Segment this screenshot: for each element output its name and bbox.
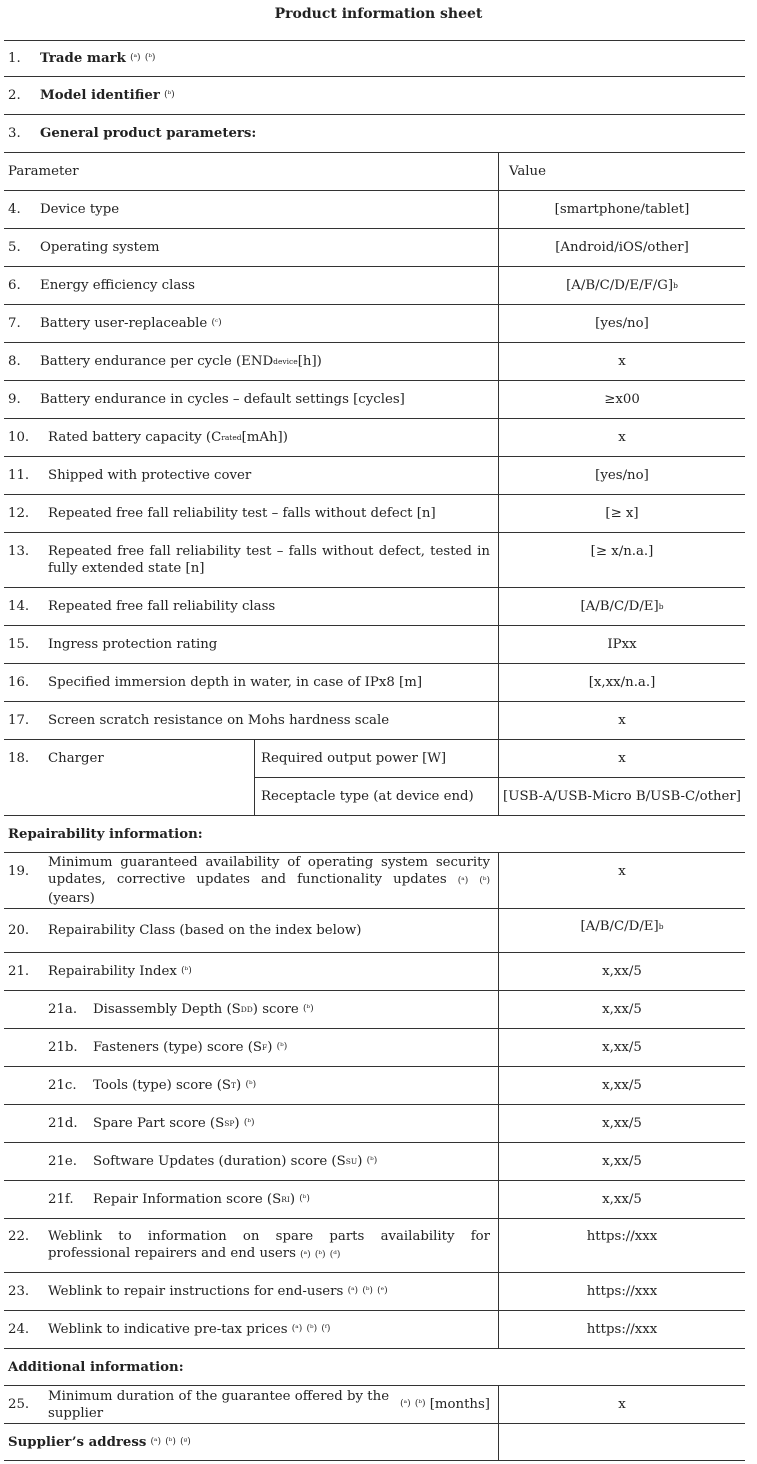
footnote-a: (ᵃ) <box>347 1286 359 1296</box>
table-row <box>4 494 745 532</box>
row-number: 14. <box>8 599 30 614</box>
table-row <box>4 1218 745 1272</box>
footnote-b: (ᵇ) <box>314 1249 326 1260</box>
footnote-a: (ᵃ) <box>457 876 469 886</box>
row-number: 9. <box>8 392 21 407</box>
row-number: 11. <box>8 468 30 483</box>
footnote-d: (ᵈ) <box>329 1249 341 1260</box>
row-label: Minimum guaranteed availability of operating system security updates, corrective updates and functionality updates <box>48 855 490 887</box>
table-row <box>4 908 745 952</box>
row-number: 21c. <box>48 1078 77 1093</box>
row-label-unit: [months] <box>429 1397 490 1412</box>
row-value: x,xx/5 <box>498 1105 745 1142</box>
row-label: Spare Part score (S <box>93 1116 225 1131</box>
row-value: [x,xx/n.a.] <box>498 664 745 701</box>
table-row <box>4 1028 745 1066</box>
row-value: [A/B/C/D/E] <box>580 599 659 614</box>
row-value: x,xx/5 <box>498 953 745 990</box>
table-row <box>4 456 745 494</box>
row-label: Shipped with protective cover <box>48 468 252 483</box>
footnote-e: (ᵉ) <box>377 1286 388 1296</box>
row-number: 23. <box>8 1284 30 1299</box>
row-number: 24. <box>8 1322 30 1337</box>
row-value: https://xxx <box>498 1219 745 1272</box>
table-row <box>4 1385 745 1423</box>
row-general-params <box>4 114 745 152</box>
footnote-b-marker: b <box>658 602 664 611</box>
row-value: https://xxx <box>498 1311 745 1348</box>
table-row <box>4 952 745 990</box>
table-row <box>4 1066 745 1104</box>
footnote-b-marker: b <box>673 281 678 290</box>
footnote-b: (ᵇ) <box>414 1399 426 1409</box>
footnote-b: (ᵇ) <box>362 1286 373 1296</box>
subscript: device <box>273 357 298 366</box>
row-number: 16. <box>8 675 30 690</box>
table-row-supplier <box>4 1423 745 1461</box>
row-value: [yes/no] <box>498 457 745 494</box>
row-label: Battery endurance per cycle (END <box>40 354 274 369</box>
footnote-b: (ᵇ) <box>306 1324 318 1334</box>
table-row-charger <box>4 739 745 777</box>
subscript: RI <box>281 1195 290 1204</box>
row-value: [≥ x/n.a.] <box>498 533 745 587</box>
row-number: 18. <box>8 751 30 766</box>
row-label-end: [h]) <box>297 354 322 369</box>
row-label-end: ) <box>234 1116 240 1131</box>
row-label: Device type <box>40 202 120 217</box>
row-value: [A/B/C/D/E/F/G] <box>566 278 674 293</box>
row-number: 12. <box>8 506 30 521</box>
footnote-b: (ᵇ) <box>276 1042 288 1052</box>
row-value: x,xx/5 <box>498 1067 745 1104</box>
row-value: x <box>498 853 745 908</box>
table-row <box>4 228 745 266</box>
additional-heading-row <box>4 1348 745 1385</box>
repairability-heading: Repairability information: <box>8 826 203 842</box>
row-label: Tools (type) score (S <box>93 1078 232 1093</box>
supplier-address-value <box>498 1424 745 1460</box>
row-number: 7. <box>8 316 21 331</box>
row-label: Rated battery capacity (C <box>48 430 222 445</box>
row-label: Specified immersion depth in water, in case of IPx8 [m] <box>48 675 423 690</box>
table-row <box>4 625 745 663</box>
row-label: Energy efficiency class <box>40 278 195 293</box>
row-value: x <box>498 1386 745 1423</box>
footnote-f: (ᶠ) <box>321 1324 331 1334</box>
footnote-b: (ᵇ) <box>165 1436 176 1447</box>
row-label: Ingress protection rating <box>48 637 218 652</box>
footnote-a: (ᵃ) <box>291 1324 303 1334</box>
row-number: 1. <box>8 51 21 66</box>
row-value: x,xx/5 <box>498 991 745 1028</box>
row-number: 20. <box>8 923 30 938</box>
row-label: Repeated free fall reliability test – falls without defect [n] <box>48 506 436 521</box>
row-number: 21d. <box>48 1116 78 1131</box>
row-number: 19. <box>8 864 30 879</box>
row-value: x,xx/5 <box>498 1029 745 1066</box>
row-value: x <box>498 343 745 380</box>
row-value: IPxx <box>498 626 745 663</box>
table-row <box>4 587 745 625</box>
general-params-heading: General product parameters: <box>40 126 257 141</box>
row-label: Repairability Class (based on the index below) <box>48 923 362 938</box>
table-row <box>4 304 745 342</box>
table-row <box>4 1310 745 1348</box>
footnote-a: (ᵃ) <box>150 1436 162 1447</box>
row-number: 21b. <box>48 1040 78 1055</box>
row-trade-mark <box>4 40 745 76</box>
subscript: SU <box>345 1157 358 1166</box>
subscript: DD <box>240 1005 253 1014</box>
row-value: [A/B/C/D/E] <box>580 919 659 934</box>
row-model-identifier <box>4 76 745 114</box>
table-row <box>4 266 745 304</box>
table-row <box>4 663 745 701</box>
row-value: [Android/iOS/other] <box>498 229 745 266</box>
subscript: T <box>231 1081 237 1090</box>
table-row <box>4 190 745 228</box>
row-number: 21. <box>8 964 30 979</box>
table-row <box>4 701 745 739</box>
row-number: 22. <box>8 1229 30 1244</box>
table-row-charger-receptacle <box>4 777 745 815</box>
row-label-end: ) <box>267 1040 273 1055</box>
row-value: x <box>498 419 745 456</box>
row-label: Screen scratch resistance on Mohs hardness scale <box>48 713 390 728</box>
row-label: Repeated free fall reliability class <box>48 599 276 614</box>
table-row <box>4 1272 745 1310</box>
footnote-b: (ᵇ) <box>144 53 156 63</box>
row-number: 21e. <box>48 1154 78 1169</box>
row-value: https://xxx <box>498 1273 745 1310</box>
row-label-end: ) <box>357 1154 363 1169</box>
footnote-b: (ᵇ) <box>302 1004 314 1014</box>
row-value: ≥x00 <box>498 381 745 418</box>
additional-heading: Additional information: <box>8 1359 184 1375</box>
row-number: 13. <box>8 544 30 559</box>
footnote-g: (ᵍ) <box>180 1436 191 1447</box>
row-label: Battery endurance in cycles – default settings [cycles] <box>40 392 405 407</box>
subscript: F <box>262 1043 268 1052</box>
row-number: 8. <box>8 354 21 369</box>
row-number: 3. <box>8 126 21 141</box>
model-identifier-label: Model identifier <box>40 88 160 103</box>
subscript: rated <box>221 433 242 442</box>
row-value: x,xx/5 <box>498 1143 745 1180</box>
row-number: 25. <box>8 1397 30 1412</box>
row-label-end: ) <box>289 1192 296 1207</box>
row-label: Operating system <box>40 240 160 255</box>
row-label: Charger <box>48 751 104 766</box>
row-label: Weblink to repair instructions for end-users <box>48 1284 344 1299</box>
table-row <box>4 852 745 908</box>
row-label: Weblink to information on spare parts availability for professional repairers and end users <box>48 1228 490 1261</box>
supplier-address-label: Supplier’s address <box>8 1434 147 1450</box>
table-row <box>4 1142 745 1180</box>
footnote-b: (ᵇ) <box>243 1118 255 1128</box>
row-value: [yes/no] <box>498 305 745 342</box>
row-number: 10. <box>8 430 30 445</box>
footnote-c: (ᶜ) <box>211 318 222 328</box>
row-number: 4. <box>8 202 21 217</box>
row-number: 5. <box>8 240 21 255</box>
row-label-end: [mAh]) <box>241 430 288 445</box>
charger-output-power-value: x <box>498 740 745 777</box>
row-label-unit: (years) <box>48 891 95 906</box>
row-number: 6. <box>8 278 21 293</box>
footnote-b: (ᵇ) <box>164 90 175 100</box>
table-row <box>4 342 745 380</box>
table-row <box>4 990 745 1028</box>
footnote-a: (ᵃ) <box>300 1249 311 1260</box>
row-number: 15. <box>8 637 30 652</box>
footnote-b: (ᵇ) <box>245 1080 257 1090</box>
footnote-a: (ᵃ) <box>400 1399 411 1409</box>
row-label: Software Updates (duration) score (S <box>93 1154 346 1169</box>
trade-mark-label: Trade mark <box>40 51 126 66</box>
row-label: Disassembly Depth (S <box>93 1002 241 1017</box>
footnote-b: (ᵇ) <box>479 876 491 886</box>
row-label: Fasteners (type) score (S <box>93 1040 262 1055</box>
footnote-a: (ᵃ) <box>130 53 141 63</box>
row-label: Repair Information score (S <box>93 1192 282 1207</box>
parameter-column-header: Parameter <box>8 164 79 179</box>
row-label: Battery user-replaceable <box>40 316 208 331</box>
row-value: [smartphone/tablet] <box>498 191 745 228</box>
repairability-heading-row <box>4 815 745 852</box>
table-row <box>4 1104 745 1142</box>
table-header <box>4 152 745 190</box>
charger-output-power-label: Required output power [W] <box>254 740 498 777</box>
row-value: x <box>498 702 745 739</box>
table-row <box>4 418 745 456</box>
row-label-end: ) score <box>252 1002 299 1017</box>
row-number: 21f. <box>48 1192 74 1207</box>
row-label-end: ) <box>236 1078 242 1093</box>
value-column-header: Value <box>498 153 745 190</box>
table-row <box>4 380 745 418</box>
row-value: x,xx/5 <box>498 1181 745 1218</box>
footnote-b-marker: b <box>658 922 664 931</box>
subscript: SP <box>224 1119 235 1128</box>
footnote-b: (ᵇ) <box>181 966 192 976</box>
row-number: 17. <box>8 713 30 728</box>
footnote-b: (ᵇ) <box>366 1156 378 1166</box>
table-row <box>4 1180 745 1218</box>
row-number: 21a. <box>48 1002 78 1017</box>
footnote-b: (ᵇ) <box>299 1194 310 1204</box>
receptacle-type-value: [USB-A/USB-Micro B/USB-C/other] <box>498 777 745 815</box>
row-label: Repairability Index <box>48 964 177 979</box>
row-number: 2. <box>8 88 21 103</box>
row-label: Minimum duration of the guarantee offered by the supplier <box>48 1388 390 1421</box>
row-value: [≥ x] <box>498 495 745 532</box>
table-row <box>4 532 745 587</box>
page-title: Product information sheet <box>274 6 483 22</box>
row-label: Repeated free fall reliability test – falls without defect, tested in fully extended state [n] <box>48 544 490 576</box>
row-label: Weblink to indicative pre-tax prices <box>48 1322 288 1337</box>
receptacle-type-label: Receptacle type (at device end) <box>254 777 498 815</box>
